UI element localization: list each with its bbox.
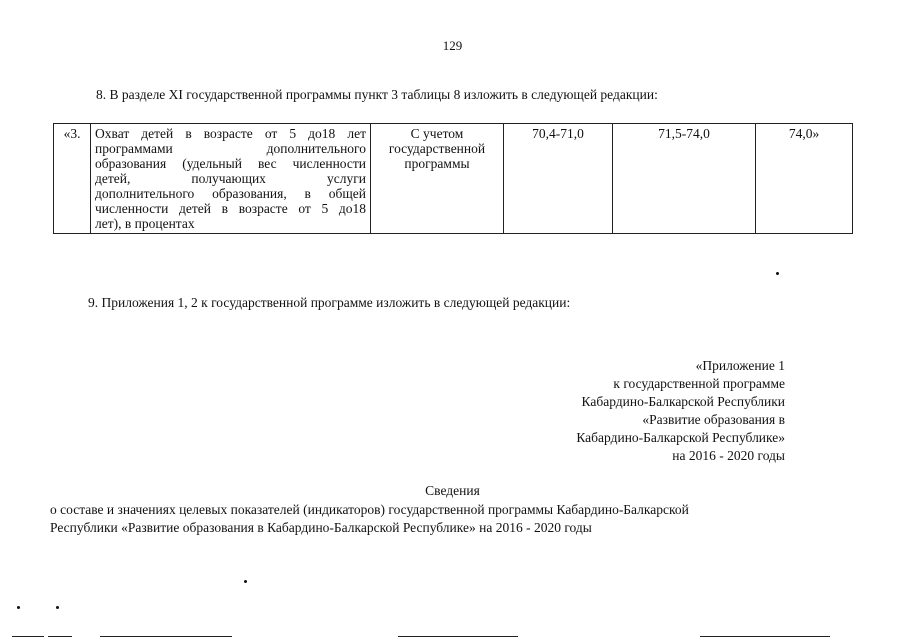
svedeniya-subtitle bbox=[50, 501, 689, 537]
description-line: лет), в процентах bbox=[95, 216, 195, 231]
scan-speck bbox=[244, 580, 247, 583]
page-number: 129 bbox=[442, 38, 463, 53]
svedeniya-title: Сведения bbox=[425, 483, 480, 498]
indicator-table bbox=[53, 123, 853, 234]
section-8-instruction: 8. В разделе XI государственной программы пункт 3 таблицы 8 изложить в следующей редакции: bbox=[96, 87, 658, 102]
row-value-2020: 74,0» bbox=[756, 124, 853, 234]
footer-rule bbox=[100, 636, 232, 637]
appendix-line: «Приложение 1 bbox=[695, 358, 785, 373]
row-description bbox=[91, 124, 371, 234]
description-line: численности детей в возрасте от 5 до18 bbox=[95, 201, 366, 216]
scan-speck bbox=[776, 272, 779, 275]
scan-speck bbox=[56, 606, 59, 609]
section-9-instruction: 9. Приложения 1, 2 к государственной программе изложить в следующей редакции: bbox=[88, 295, 571, 310]
description-line: детей, получающих услуги bbox=[95, 171, 366, 186]
appendix-line: «Развитие образования в bbox=[642, 412, 785, 427]
description-line: образования (удельный вес численности bbox=[95, 156, 366, 171]
description-line: Охват детей в возрасте от 5 до18 лет bbox=[95, 126, 366, 141]
subtitle-line: о составе и значениях целевых показателей (индикаторов) государственной программы Кабардино-Балкарской bbox=[50, 502, 689, 517]
row-value-2016-2017: 70,4-71,0 bbox=[504, 124, 613, 234]
appendix-line: к государственной программе bbox=[613, 376, 785, 391]
appendix-line: Кабардино-Балкарской Республики bbox=[581, 394, 785, 409]
table-row bbox=[54, 124, 853, 234]
footer-rule bbox=[700, 636, 830, 637]
footer-rule bbox=[48, 636, 72, 637]
footer-rule bbox=[398, 636, 518, 637]
appendix-line: на 2016 - 2020 годы bbox=[672, 448, 785, 463]
row-condition: С учетом государственной программы bbox=[371, 124, 504, 234]
description-line: программами дополнительного bbox=[95, 141, 366, 156]
footer-rule bbox=[12, 636, 44, 637]
row-value-2018-2019: 71,5-74,0 bbox=[613, 124, 756, 234]
scan-speck bbox=[17, 606, 20, 609]
appendix-header bbox=[576, 357, 785, 465]
description-line: дополнительного образования, в общей bbox=[95, 186, 366, 201]
subtitle-line: Республики «Развитие образования в Кабардино-Балкарской Республике» на 2016 - 2020 годы bbox=[50, 520, 592, 535]
row-number: «3. bbox=[54, 124, 91, 234]
appendix-line: Кабардино-Балкарской Республике» bbox=[576, 430, 785, 445]
